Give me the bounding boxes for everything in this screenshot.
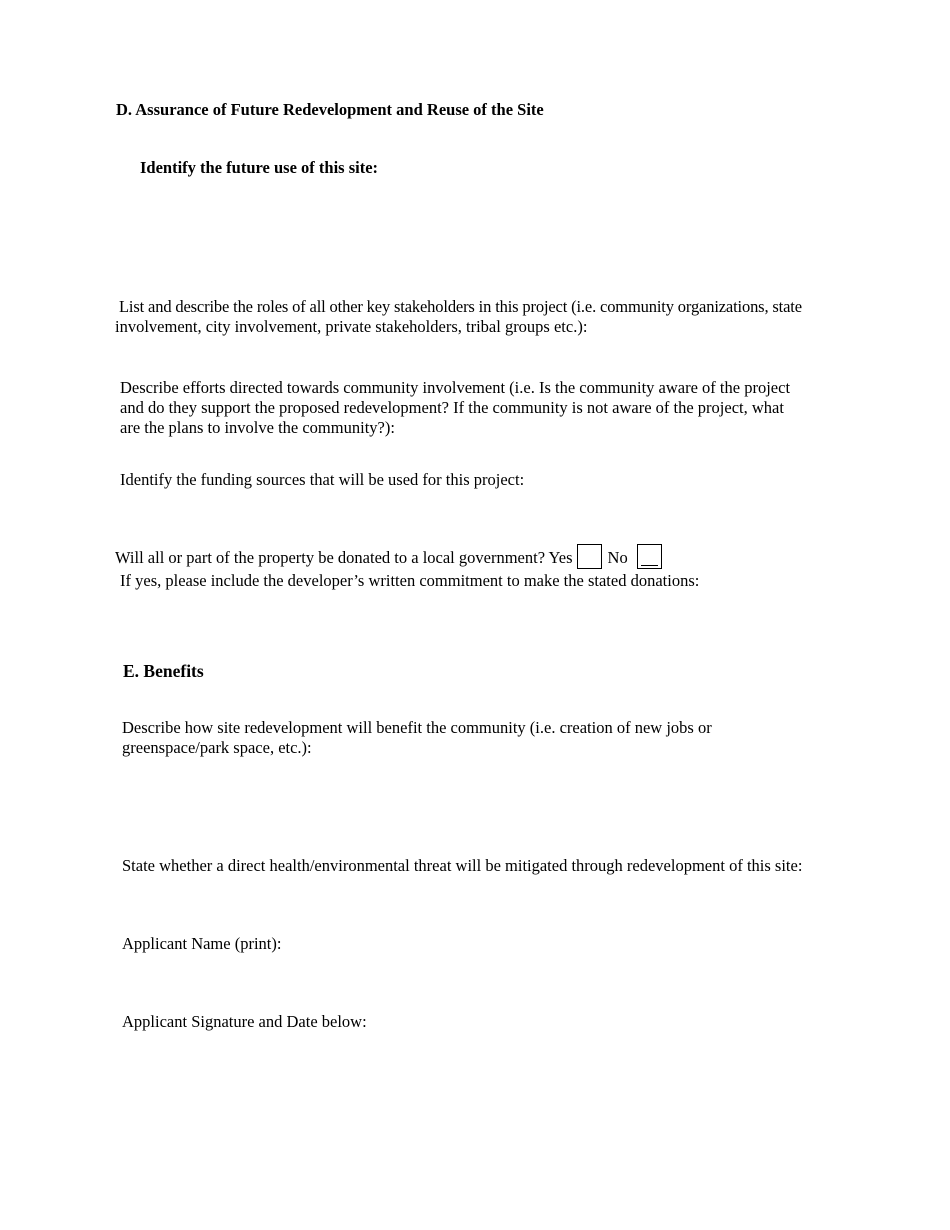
future-use-label: Identify the future use of this site: — [140, 158, 379, 177]
donation-followup: If yes, please include the developer’s written commitment to make the stated donations: — [120, 571, 700, 590]
threat-mitigation-label: State whether a direct health/environmental threat will be mitigated through redevelopment of this site: — [122, 856, 803, 875]
no-checkbox[interactable] — [637, 544, 662, 569]
no-label: No — [607, 548, 628, 567]
stakeholders-line-2: involvement, city involvement, private stakeholders, tribal groups etc.): — [115, 317, 588, 336]
benefit-line-1: Describe how site redevelopment will benefit the community (i.e. creation of new jobs or — [122, 718, 712, 737]
funding-sources-label: Identify the funding sources that will be used for this project: — [120, 470, 525, 489]
section-e-heading: E. Benefits — [123, 661, 204, 681]
donation-question-row — [115, 544, 666, 569]
community-involvement-line-1: Describe efforts directed towards community involvement (i.e. Is the community aware of the project — [120, 378, 791, 397]
donation-question: Will all or part of the property be donated to a local government? Yes — [115, 548, 573, 567]
applicant-name-label: Applicant Name (print): — [122, 934, 282, 953]
stakeholders-line-1: List and describe the roles of all other key stakeholders in this project (i.e. community organizations, state — [119, 297, 802, 316]
community-involvement-line-2: and do they support the proposed redevelopment? If the community is not aware of the project, what — [120, 398, 784, 417]
benefit-line-2: greenspace/park space, etc.): — [122, 738, 312, 757]
community-involvement-line-3: are the plans to involve the community?): — [120, 418, 395, 437]
applicant-signature-label: Applicant Signature and Date below: — [122, 1012, 367, 1031]
yes-checkbox[interactable] — [577, 544, 602, 569]
section-d-heading: D. Assurance of Future Redevelopment and Reuse of the Site — [116, 100, 544, 119]
